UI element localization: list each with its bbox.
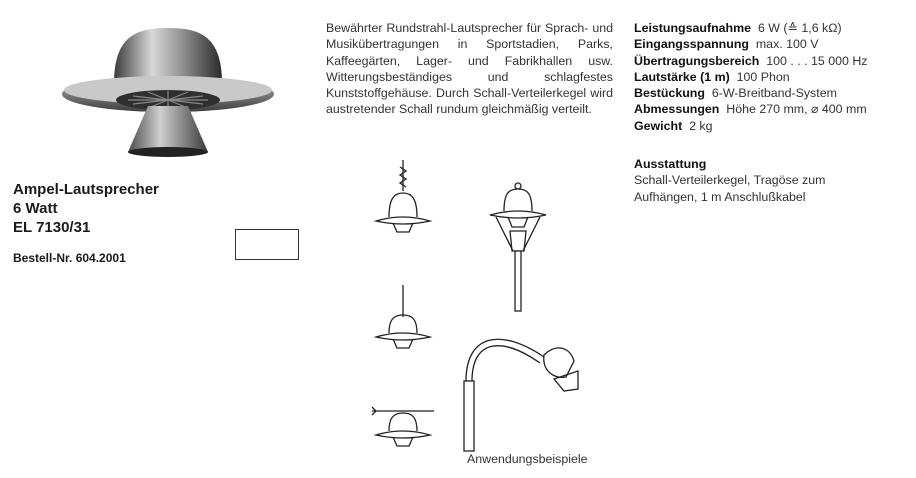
title-line-1: Ampel-Lautsprecher	[13, 181, 159, 198]
spec-row: Eingangsspannung max. 100 V	[634, 37, 819, 52]
equipment-section	[634, 156, 825, 205]
spec-row: Abmessungen Höhe 270 mm, ⌀ 400 mm	[634, 102, 867, 117]
equipment-line: Schall-Verteilerkegel, Tragöse zum	[634, 173, 826, 188]
example-post-bracket	[490, 183, 546, 311]
spec-row: Lautstärke (1 m) 100 Phon	[634, 69, 790, 84]
example-hanging-wire	[376, 285, 430, 348]
title-line-2: 6 Watt	[13, 200, 58, 217]
product-title	[13, 180, 159, 237]
example-hanging-chain	[376, 160, 430, 232]
spec-row: Bestückung 6-W-Breitband-System	[634, 86, 837, 101]
product-photo	[58, 24, 276, 158]
example-gooseneck-pole	[464, 339, 578, 451]
example-overhead-wire	[372, 407, 434, 446]
specifications-list	[634, 20, 867, 134]
spec-row: Übertragungsbereich 100 . . . 15 000 Hz	[634, 53, 868, 68]
stamp-box	[235, 229, 299, 260]
usage-examples-drawing	[360, 155, 620, 465]
equipment-heading: Ausstattung	[634, 157, 707, 171]
spec-row: Leistungsaufnahme 6 W (≙ 1,6 kΩ)	[634, 21, 842, 35]
order-number: Bestell-Nr. 604.2001	[13, 251, 126, 265]
equipment-line: Aufhängen, 1 m Anschlußkabel	[634, 189, 806, 204]
spec-row: Gewicht 2 kg	[634, 118, 713, 133]
title-line-3: EL 7130/31	[13, 219, 91, 236]
usage-examples-caption: Anwendungsbeispiele	[467, 452, 588, 466]
product-description: Bewährter Rundstrahl-Lautsprecher für Sprach- und Musikübertragungen in Sportstadien, Parks, Kaffeegärten, Lager- und Fabrikhallen usw. Witterungsbeständiges und schlagfestes Kunststoffgehäuse. Durch Schall-Verteilerkegel wird austretender Schall rundum gleichmäßig verteilt.	[326, 21, 613, 117]
